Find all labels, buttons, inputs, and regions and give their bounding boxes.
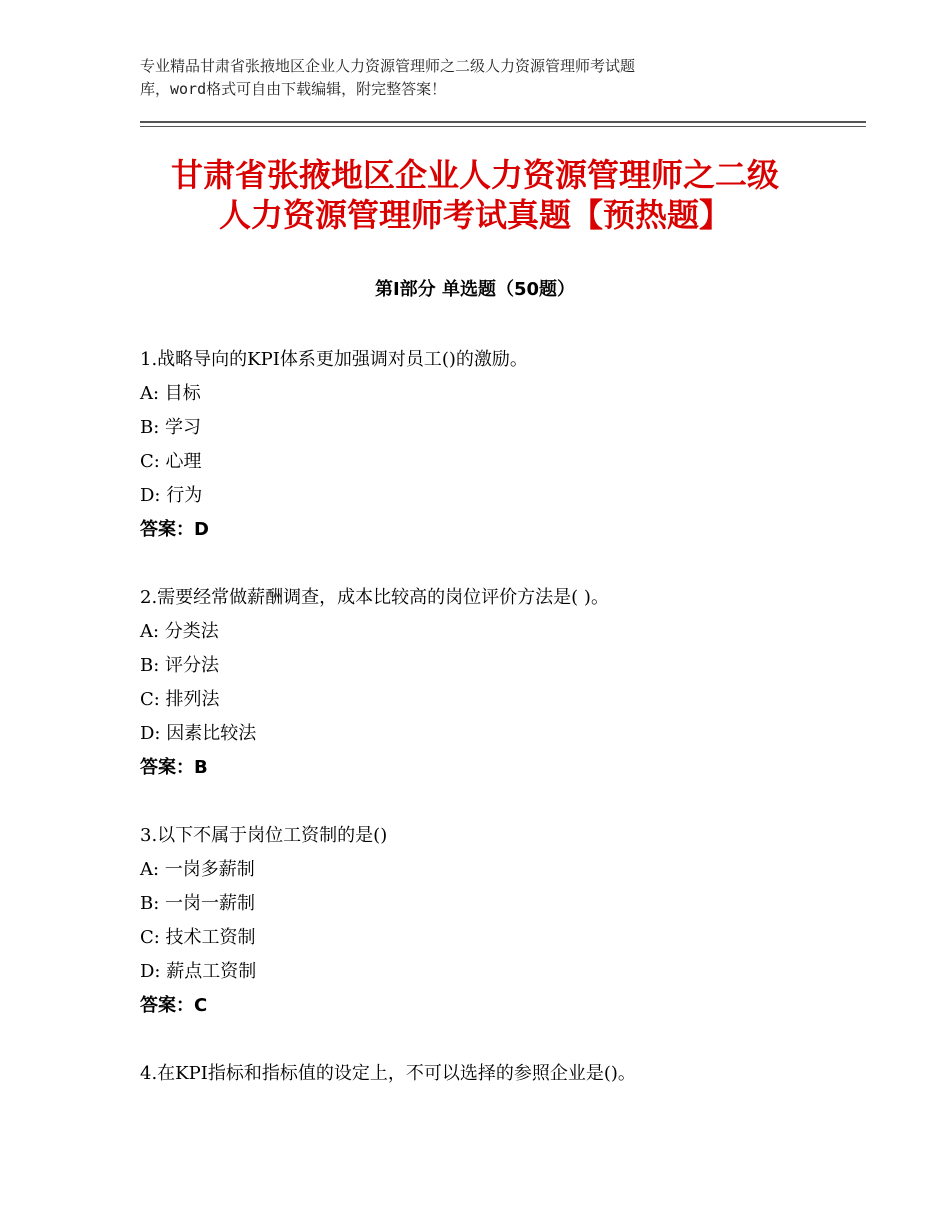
option-d: D: 因素比较法 (140, 723, 257, 744)
option-d: D: 行为 (140, 485, 203, 506)
question-3 (140, 819, 860, 1023)
question-stem: 4.在KPI指标和指标值的设定上，不可以选择的参照企业是()。 (140, 1063, 636, 1084)
header-note-line-1: 专业精品甘肃省张掖地区企业人力资源管理师之二级人力资源管理师考试题 (140, 57, 636, 75)
option-c: C: 技术工资制 (140, 927, 256, 948)
answer: 答案：C (140, 995, 208, 1016)
header-note-line-2: 库，word格式可自由下载编辑，附完整答案！ (140, 80, 447, 98)
option-b: B: 评分法 (140, 655, 220, 676)
question-stem: 1.战略导向的KPI体系更加强调对员工()的激励。 (140, 349, 528, 370)
header-divider-thick (140, 121, 866, 123)
question-2 (140, 581, 860, 785)
question-4 (140, 1057, 860, 1091)
option-a: A: 一岗多薪制 (140, 859, 255, 880)
option-b: B: 学习 (140, 417, 202, 438)
document-title (100, 155, 850, 235)
title-line-2: 人力资源管理师考试真题【预热题】 (218, 196, 731, 234)
question-1 (140, 343, 860, 547)
question-list (140, 343, 860, 1125)
option-b: B: 一岗一薪制 (140, 893, 256, 914)
option-a: A: 目标 (140, 383, 201, 404)
question-stem: 2.需要经常做薪酬调查，成本比较高的岗位评价方法是( )。 (140, 587, 609, 608)
answer: 答案：D (140, 519, 209, 540)
option-c: C: 排列法 (140, 689, 220, 710)
option-a: A: 分类法 (140, 621, 219, 642)
option-d: D: 薪点工资制 (140, 961, 257, 982)
question-stem: 3.以下不属于岗位工资制的是() (140, 825, 388, 846)
option-c: C: 心理 (140, 451, 202, 472)
title-line-1: 甘肃省张掖地区企业人力资源管理师之二级 (170, 156, 779, 194)
header-note (140, 55, 780, 101)
header-divider-thin (140, 126, 866, 127)
section-heading: 第Ⅰ部分 单选题（50题） (374, 279, 575, 300)
answer: 答案：B (140, 757, 208, 778)
